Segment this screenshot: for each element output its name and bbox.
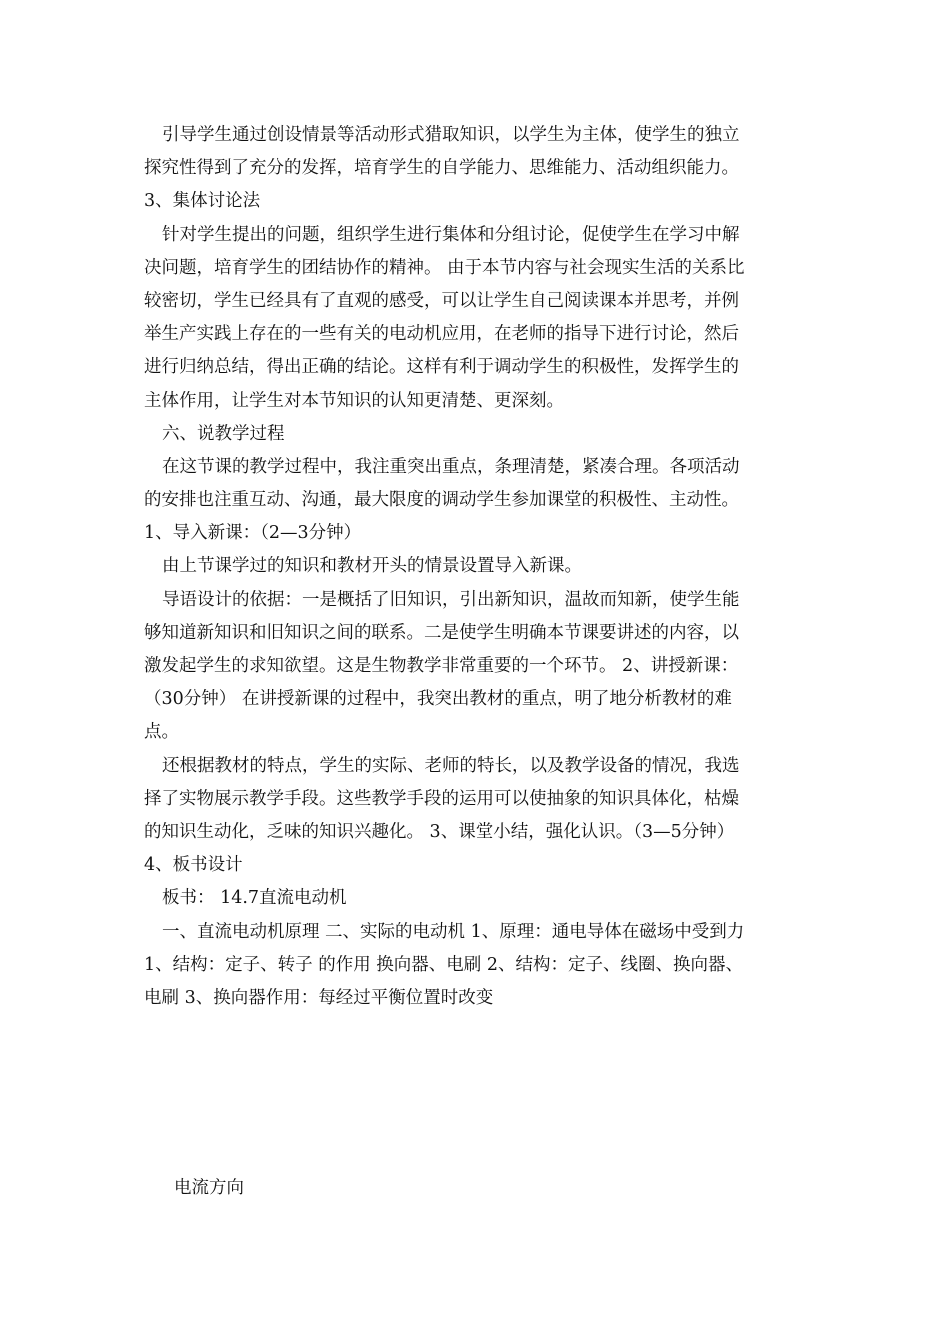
paragraph-line: 择了实物展示教学手段。这些教学手段的运用可以使抽象的知识具体化，枯燥 (144, 788, 739, 809)
paragraph-line: 点。 (144, 722, 179, 743)
paragraph-line: 进行归纳总结，得出正确的结论。这样有利于调动学生的积极性，发挥学生的 (144, 357, 739, 378)
board-line: 一、直流电动机原理 二、实际的电动机 1、原理：通电导体在磁场中受到力 (162, 921, 745, 942)
paragraph-line: 较密切，学生已经具有了直观的感受，可以让学生自己阅读课本并思考，并例 (144, 290, 739, 311)
paragraph-line: 举生产实践上存在的一些有关的电动机应用，在老师的指导下进行讨论，然后 (144, 324, 739, 345)
paragraph-line: 的安排也注重互动、沟通，最大限度的调动学生参加课堂的积极性、主动性。 (144, 490, 739, 511)
paragraph-line: 的知识生动化，乏味的知识兴趣化。 3、课堂小结，强化认识。（3—5分钟） (144, 821, 735, 842)
paragraph-line: 激发起学生的求知欲望。这是生物教学非常重要的一个环节。 2、讲授新课： (144, 656, 739, 676)
paragraph-line: 引导学生通过创设情景等活动形式猎取知识，以学生为主体，使学生的独立 (162, 125, 740, 145)
paragraph-line: 决问题，培育学生的团结协作的精神。 由于本节内容与社会现实生活的关系比 (144, 257, 745, 278)
section-heading: 4、板书设计 (144, 855, 243, 876)
paragraph-line: 由上节课学过的知识和教材开头的情景设置导入新课。 (162, 556, 582, 577)
paragraph-line: （30分钟） 在讲授新课的过程中，我突出教材的重点，明了地分析教材的难 (144, 689, 732, 710)
board-line: 电刷 3、换向器作用：每经过平衡位置时改变 (144, 987, 494, 1008)
document-body (144, 119, 808, 1015)
paragraph-line: 导语设计的依据：一是概括了旧知识，引出新知识，温故而知新，使学生能 (162, 589, 740, 610)
tail-text: 电流方向 (174, 1178, 244, 1198)
paragraph-line: 在这节课的教学过程中，我注重突出重点，条理清楚，紧凑合理。各项活动 (162, 456, 740, 477)
paragraph-line: 针对学生提出的问题，组织学生进行集体和分组讨论，促使学生在学习中解 (162, 224, 740, 245)
section-heading: 1、导入新课：（2—3分钟） (144, 523, 362, 544)
paragraph-line: 够知道新知识和旧知识之间的联系。二是使学生明确本节课要讲述的内容，以 (144, 622, 739, 643)
paragraph-line: 还根据教材的特点，学生的实际、老师的特长，以及教学设备的情况，我选 (162, 755, 740, 776)
section-heading: 六、说教学过程 (162, 423, 285, 444)
paragraph-line: 探究性得到了充分的发挥，培育学生的自学能力、思维能力、活动组织能力。 (144, 158, 739, 179)
board-line: 1、结构：定子、转子 的作用 换向器、电刷 2、结构：定子、线圈、换向器、 (144, 954, 743, 975)
paragraph-line: 主体作用，让学生对本节知识的认知更清楚、更深刻。 (144, 390, 564, 411)
board-title: 板书： 14.7直流电动机 (162, 888, 347, 909)
section-heading: 3、集体讨论法 (144, 191, 261, 212)
